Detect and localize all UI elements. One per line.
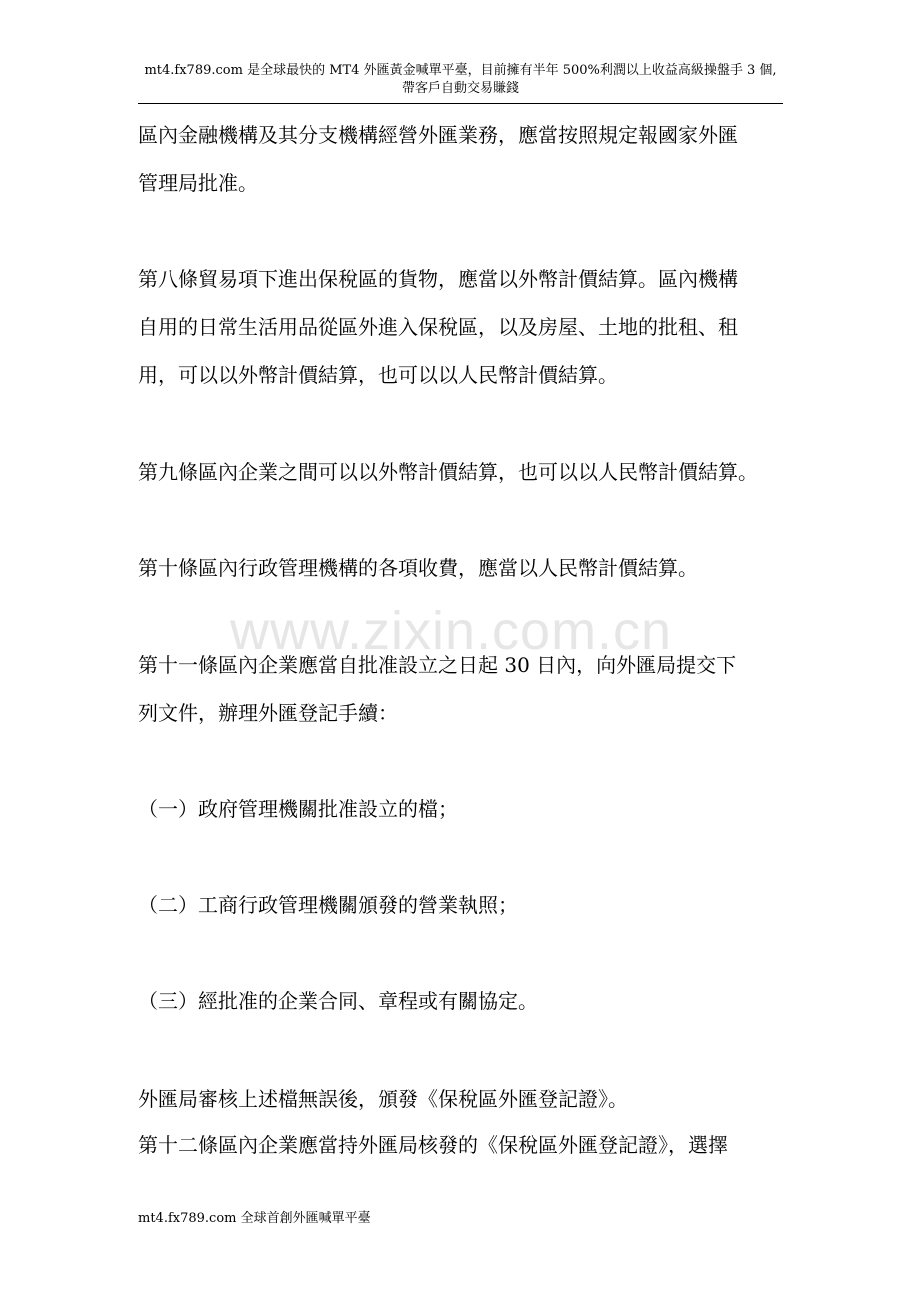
- header-divider: [138, 103, 783, 104]
- article-11-line-1: 第十一條區內企業應當自批准設立之日起 30 日內，向外匯局提交下: [138, 653, 737, 677]
- list-item-1: （一）政府管理機關批准設立的檔；: [138, 797, 458, 821]
- header-line-2: 帶客戶自動交易賺錢: [401, 81, 519, 96]
- watermark: www.zixin.com.cn: [230, 601, 673, 661]
- list-item-3: （三）經批准的企業合同、章程或有關協定。: [138, 989, 538, 1013]
- article-8-line-1: 第八條貿易項下進出保稅區的貨物，應當以外幣計價結算。區內機構: [138, 267, 738, 291]
- paragraph-issue-certificate: 外匯局審核上述檔無誤後，頒發《保稅區外匯登記證》。: [138, 1087, 628, 1111]
- list-item-2: （二）工商行政管理機關頒發的營業執照；: [138, 893, 518, 917]
- article-8-line-3: 用，可以以外幣計價結算，也可以以人民幣計價結算。: [138, 363, 618, 387]
- article-11: [138, 641, 788, 737]
- header-line-1: mt4.fx789.com 是全球最快的 MT4 外匯黃金喊單平臺，目前擁有半年 500%利潤以上收益高級操盤手 3 個,: [144, 63, 777, 78]
- page-header: [138, 62, 783, 98]
- article-8: [138, 255, 788, 399]
- article-10: 第十條區內行政管理機構的各項收費，應當以人民幣計價結算。: [138, 556, 698, 580]
- paragraph-1-line-1: 區內金融機構及其分支機構經營外匯業務，應當按照規定報國家外匯: [138, 123, 738, 147]
- article-12: 第十二條區內企業應當持外匯局核發的《保稅區外匯登記證》，選擇: [138, 1133, 728, 1157]
- article-11-line-2: 列文件，辦理外匯登記手續：: [138, 701, 398, 725]
- paragraph-1: [138, 111, 788, 207]
- article-9: 第九條區內企業之間可以以外幣計價結算，也可以以人民幣計價結算。: [138, 460, 758, 484]
- page-footer: mt4.fx789.com 全球首創外匯喊單平臺: [138, 1211, 371, 1226]
- paragraph-1-line-2: 管理局批准。: [138, 171, 258, 195]
- article-8-line-2: 自用的日常生活用品從區外進入保稅區，以及房屋、土地的批租、租: [138, 315, 738, 339]
